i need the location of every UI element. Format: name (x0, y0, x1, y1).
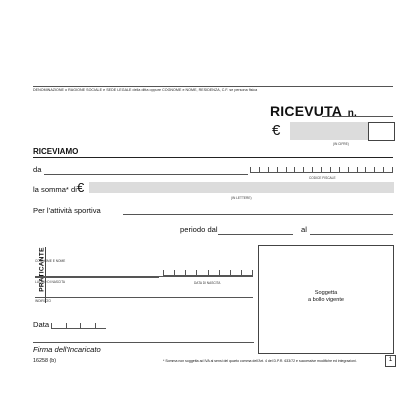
footnote: * Somma non soggetta ad IVA ai sensi del quarto comma dell'Art. 4 del D.P.R. 633/72 e successive modifiche ed integrazioni. (163, 359, 357, 363)
section-title: RICEVIAMO (33, 147, 79, 156)
receipt-number-line[interactable] (322, 116, 393, 117)
birthplace-line[interactable] (35, 277, 159, 278)
signature-label: Firma dell'Incaricato (33, 345, 101, 354)
form-code: 16258 (b) (33, 358, 57, 364)
page-number: 1 (388, 356, 393, 363)
issuer-caption: DENOMINAZIONE o RAGIONE SOCIALE e SEDE LEGALE della ditta oppure COGNOME e NOME, RESIDENZA, C.F. se persona fisica (33, 88, 258, 92)
section-title-line (33, 157, 393, 158)
receipt-number-label: n. (347, 108, 357, 119)
period-to-line[interactable] (310, 234, 393, 235)
amount-words-field[interactable] (89, 182, 394, 193)
amount-words-label: la somma* di (33, 185, 77, 194)
from-line[interactable] (44, 174, 248, 175)
date-field[interactable] (51, 323, 96, 329)
name-caption: COGNOME E NOME (35, 259, 66, 263)
stamp-text-2: a bollo vigente (307, 297, 345, 303)
receipt-title-text: RICEVUTA (270, 103, 342, 119)
date-field-extend (96, 328, 106, 329)
birthdate-caption: DATA DI NASCITA (194, 281, 221, 285)
participant-side-bar (45, 247, 46, 303)
address-caption: INDIRIZZO (35, 299, 51, 303)
tax-code-caption: CODICE FISCALE (309, 176, 336, 180)
euro-symbol: € (272, 122, 281, 139)
period-label: periodo dal (180, 225, 218, 234)
activity-label: Per l'attività sportiva (33, 206, 101, 215)
amount-words-caption: (IN LETTERE) (231, 196, 252, 200)
issuer-top-line (33, 86, 393, 87)
from-label: da (33, 165, 42, 174)
period-from-line[interactable] (218, 234, 293, 235)
stamp-text-1: Soggetta (314, 290, 338, 296)
euro-symbol-words: € (77, 180, 85, 195)
amount-figures-caption: (IN CIFRE) (333, 142, 349, 146)
tax-code-field[interactable] (250, 167, 393, 173)
participant-side-label: PRATICANTE (38, 247, 46, 292)
address-line[interactable] (35, 297, 253, 298)
birthplace-caption: LUOGO DI NASCITA (35, 280, 66, 284)
signature-line[interactable] (33, 342, 254, 343)
activity-line[interactable] (123, 214, 393, 215)
date-label: Data (33, 320, 50, 329)
period-to-label: al (301, 225, 307, 234)
birthdate-field[interactable] (163, 270, 253, 276)
amount-cents-field[interactable] (368, 122, 395, 141)
